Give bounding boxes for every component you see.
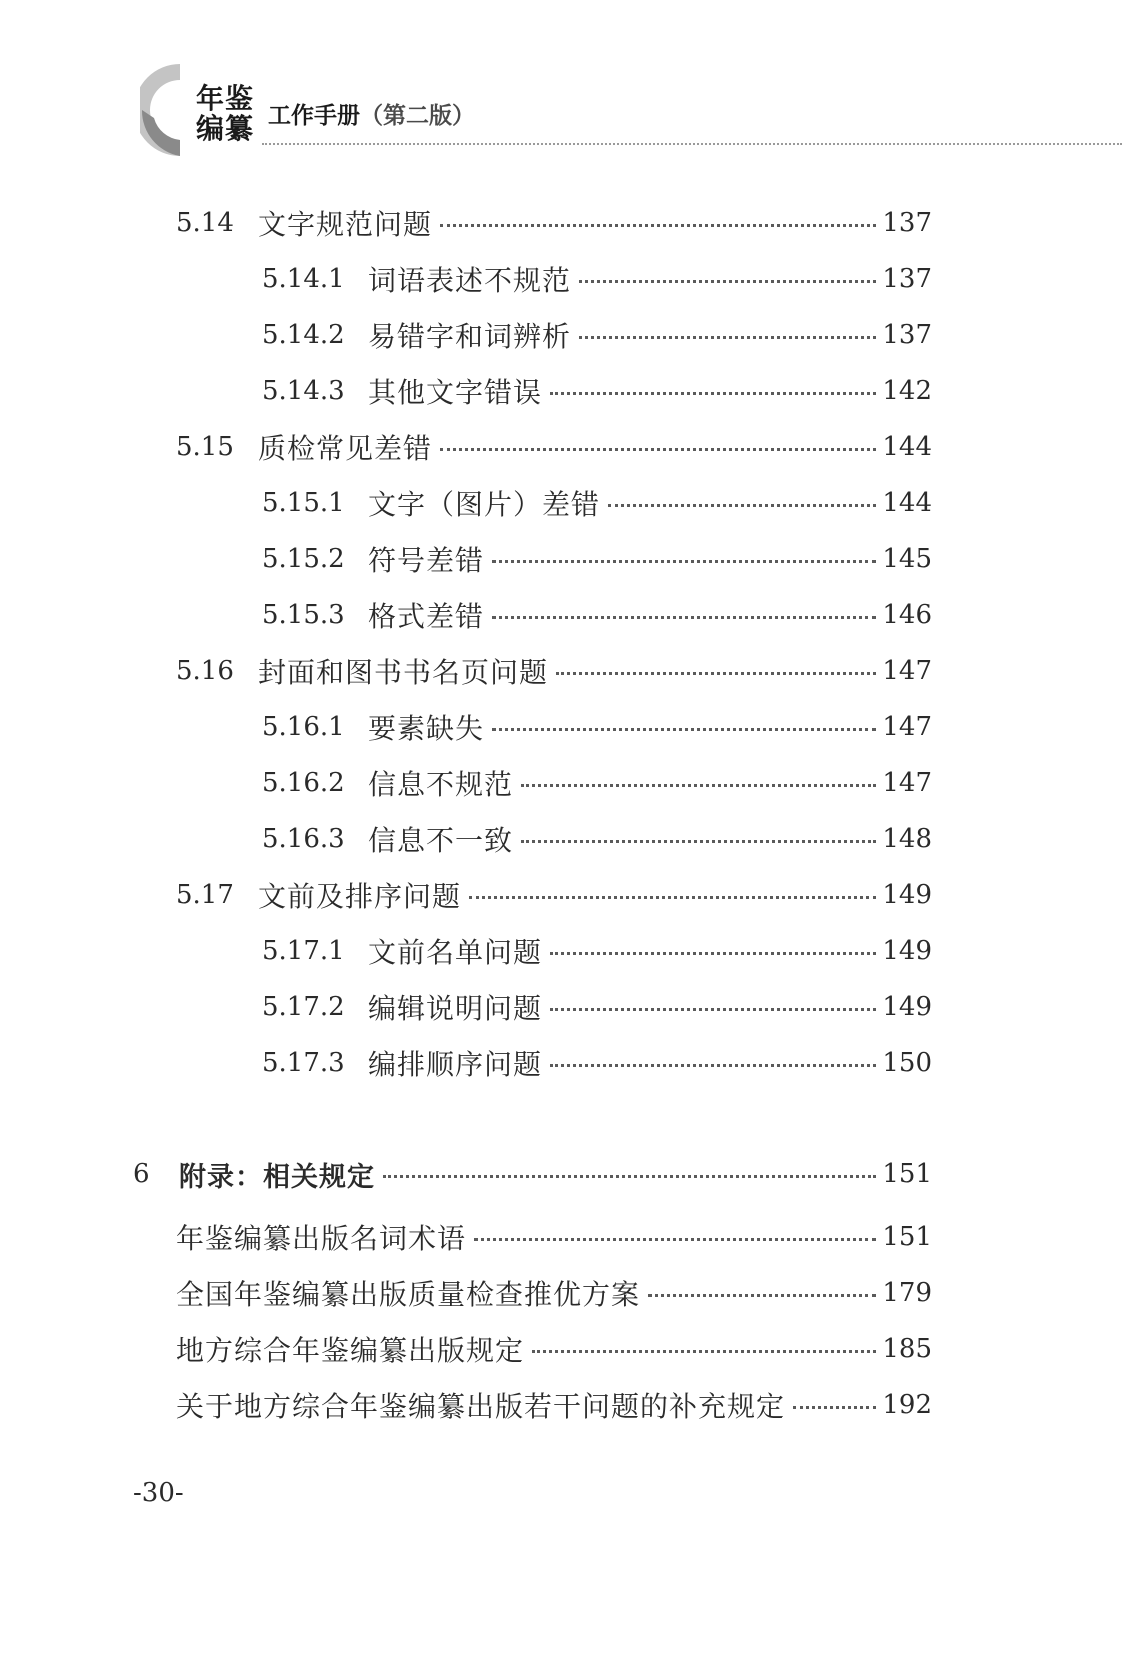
toc-number: 5.15.1 [262, 488, 345, 518]
toc-title: 文字（图片）差错 [368, 488, 601, 521]
toc-title: 信息不一致 [368, 824, 514, 857]
toc-title: 易错字和词辨析 [368, 320, 572, 353]
toc-title: 地方综合年鉴编纂出版规定 [176, 1334, 525, 1367]
toc-title: 要素缺失 [368, 712, 485, 745]
toc-number: 5.14.3 [262, 376, 345, 406]
toc-chapter-entry[interactable] [133, 1157, 932, 1191]
toc-entry[interactable] [262, 598, 932, 632]
toc-title: 质检常见差错 [258, 432, 433, 465]
brand-line-2: 编纂 [196, 112, 255, 145]
toc-entry[interactable] [262, 1046, 932, 1080]
toc-entry[interactable] [262, 990, 932, 1024]
toc-leader-dots [492, 560, 876, 563]
toc-page: 149 [882, 880, 932, 910]
toc-title: 关于地方综合年鉴编纂出版若干问题的补充规定 [176, 1390, 786, 1423]
toc-page: 145 [882, 544, 932, 574]
toc-leader-dots [492, 728, 876, 731]
toc-entry[interactable] [262, 374, 932, 408]
toc-page: 147 [882, 712, 932, 742]
toc-number: 5.14.1 [262, 264, 345, 294]
toc-title: 年鉴编纂出版名词术语 [176, 1222, 467, 1255]
toc-number: 5.14.2 [262, 320, 345, 350]
toc-entry[interactable] [262, 486, 932, 520]
toc-title: 格式差错 [368, 600, 485, 633]
toc-entry[interactable] [262, 262, 932, 296]
book-edition: （第二版） [360, 103, 475, 129]
toc-page: 192 [882, 1390, 932, 1420]
toc-leader-dots [556, 672, 876, 675]
toc-page: 137 [882, 320, 932, 350]
toc-leader-dots [550, 1064, 876, 1067]
running-header [0, 0, 1142, 170]
toc-page: 147 [882, 656, 932, 686]
toc-entry[interactable] [176, 878, 932, 912]
toc-number: 5.16.2 [262, 768, 345, 798]
toc-title: 文前及排序问题 [258, 880, 462, 913]
toc-number: 5.16.1 [262, 712, 345, 742]
toc-page: 151 [882, 1222, 932, 1252]
toc-leader-dots [648, 1294, 876, 1297]
toc-number: 6 [133, 1159, 150, 1189]
toc-page: 150 [882, 1048, 932, 1078]
toc-title: 文前名单问题 [368, 936, 543, 969]
toc-number: 5.17.1 [262, 936, 345, 966]
toc-title: 编排顺序问题 [368, 1048, 543, 1081]
toc-entry[interactable] [176, 654, 932, 688]
toc-entry[interactable] [262, 542, 932, 576]
toc-number: 5.16 [176, 656, 234, 686]
toc-entry[interactable] [262, 766, 932, 800]
toc-title: 符号差错 [368, 544, 485, 577]
toc-leader-dots [579, 336, 876, 339]
toc-leader-dots [440, 224, 876, 227]
toc-title: 文字规范问题 [258, 208, 433, 241]
toc-page: 146 [882, 600, 932, 630]
toc-leader-dots [579, 280, 876, 283]
header-dotted-rule [262, 143, 1122, 145]
toc-page: 144 [882, 488, 932, 518]
toc-entry[interactable] [262, 318, 932, 352]
header-arc-logo [140, 62, 184, 158]
toc-number: 5.15.3 [262, 600, 345, 630]
toc-leader-dots [474, 1238, 876, 1241]
toc-leader-dots [550, 392, 876, 395]
toc-leader-dots [492, 616, 876, 619]
toc-page: 185 [882, 1334, 932, 1364]
toc-entry[interactable] [176, 1276, 932, 1310]
toc-leader-dots [532, 1350, 876, 1353]
toc-title: 其他文字错误 [368, 376, 543, 409]
page-number: -30- [133, 1478, 184, 1508]
toc-title: 封面和图书书名页问题 [258, 656, 549, 689]
toc-leader-dots [521, 784, 876, 787]
toc-number: 5.16.3 [262, 824, 345, 854]
toc-entry[interactable] [176, 1388, 932, 1422]
book-title-main: 工作手册 [268, 103, 360, 129]
toc-page: 148 [882, 824, 932, 854]
toc-entry[interactable] [176, 1332, 932, 1366]
toc-entry[interactable] [262, 710, 932, 744]
toc-title: 附录：相关规定 [179, 1161, 375, 1193]
toc-entry[interactable] [176, 206, 932, 240]
toc-leader-dots [793, 1406, 876, 1409]
toc-entry[interactable] [262, 934, 932, 968]
toc-entry[interactable] [176, 430, 932, 464]
toc-page: 149 [882, 992, 932, 1022]
toc-number: 5.15.2 [262, 544, 345, 574]
toc-number: 5.14 [176, 208, 234, 238]
toc-page: 151 [882, 1159, 932, 1189]
toc-title: 全国年鉴编纂出版质量检查推优方案 [176, 1278, 641, 1311]
toc-number: 5.15 [176, 432, 234, 462]
toc-number: 5.17.3 [262, 1048, 345, 1078]
toc-page: 137 [882, 264, 932, 294]
toc-title: 编辑说明问题 [368, 992, 543, 1025]
toc-page: 149 [882, 936, 932, 966]
book-title [268, 97, 475, 130]
toc-page: 142 [882, 376, 932, 406]
toc-number: 5.17.2 [262, 992, 345, 1022]
toc-number: 5.17 [176, 880, 234, 910]
toc-leader-dots [608, 504, 876, 507]
toc-leader-dots [550, 1008, 876, 1011]
toc-leader-dots [383, 1175, 876, 1178]
toc-entry[interactable] [262, 822, 932, 856]
toc-title: 词语表述不规范 [368, 264, 572, 297]
toc-leader-dots [469, 896, 876, 899]
toc-leader-dots [521, 840, 876, 843]
toc-page: 147 [882, 768, 932, 798]
toc-page: 137 [882, 208, 932, 238]
toc-leader-dots [550, 952, 876, 955]
toc-page: 179 [882, 1278, 932, 1308]
toc-title: 信息不规范 [368, 768, 514, 801]
toc-leader-dots [440, 448, 876, 451]
brand-line-1: 年鉴 [196, 82, 255, 115]
toc-page: 144 [882, 432, 932, 462]
brand-logo-text [196, 84, 254, 144]
toc-entry[interactable] [176, 1220, 932, 1254]
